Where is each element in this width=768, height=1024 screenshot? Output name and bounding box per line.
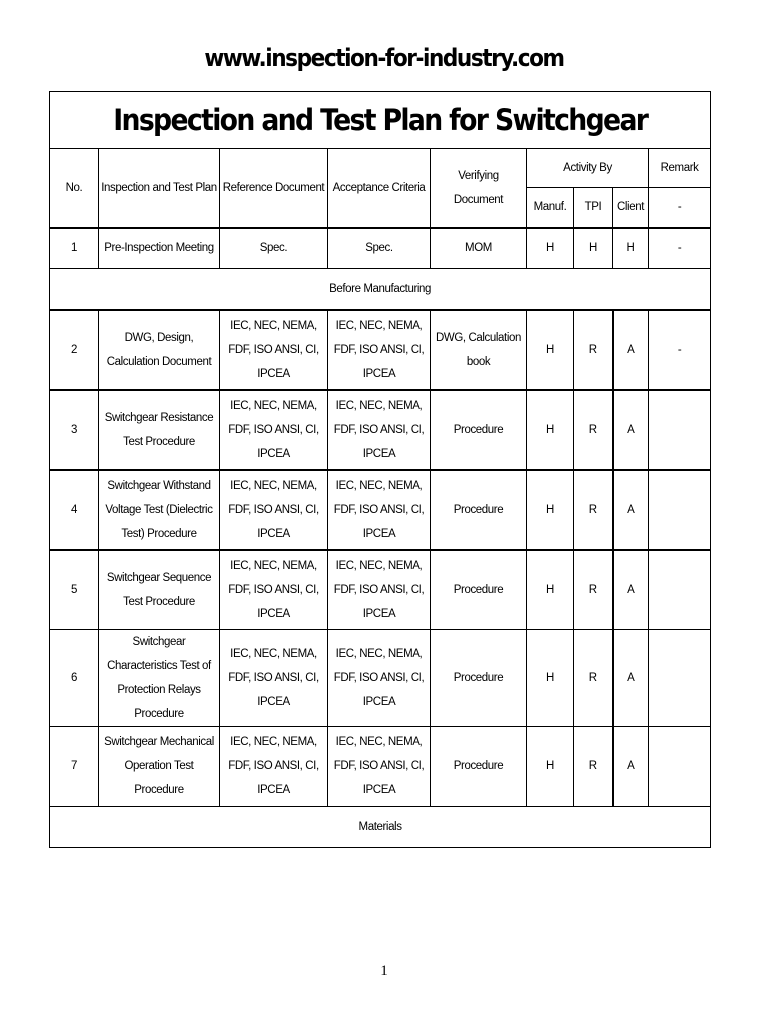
table-row xyxy=(50,550,711,629)
row-no: 3 xyxy=(50,390,99,470)
row-verifying: Procedure xyxy=(431,470,527,550)
title-row xyxy=(50,92,711,149)
row-reference: IEC, NEC, NEMA, FDF, ISO ANSI, CI, IPCEA xyxy=(220,390,328,470)
row-manuf: H xyxy=(527,228,574,269)
header-client: Client xyxy=(613,188,649,228)
row-reference: IEC, NEC, NEMA, FDF, ISO ANSI, CI, IPCEA xyxy=(220,629,328,726)
row-manuf: H xyxy=(527,310,574,390)
header-no: No. xyxy=(50,149,99,228)
row-client: A xyxy=(613,310,649,390)
row-no: 4 xyxy=(50,470,99,550)
row-client: A xyxy=(613,470,649,550)
row-tpi: R xyxy=(574,470,613,550)
row-acceptance: IEC, NEC, NEMA, FDF, ISO ANSI, CI, IPCEA xyxy=(328,310,431,390)
header-manuf: Manuf. xyxy=(527,188,574,228)
row-acceptance: IEC, NEC, NEMA, FDF, ISO ANSI, CI, IPCEA xyxy=(328,390,431,470)
table-row xyxy=(50,228,711,269)
row-no: 5 xyxy=(50,550,99,629)
row-verifying: Procedure xyxy=(431,629,527,726)
table-title: Inspection and Test Plan for Switchgear xyxy=(50,92,711,149)
row-plan: Pre-Inspection Meeting xyxy=(99,228,220,269)
header-reference: Reference Document xyxy=(220,149,328,228)
row-acceptance: IEC, NEC, NEMA, FDF, ISO ANSI, CI, IPCEA xyxy=(328,726,431,806)
header-activity-by: Activity By xyxy=(527,149,649,188)
row-plan: DWG, Design, Calculation Document xyxy=(99,310,220,390)
row-remark xyxy=(649,726,711,806)
row-client: A xyxy=(613,629,649,726)
row-manuf: H xyxy=(527,629,574,726)
row-tpi: R xyxy=(574,550,613,629)
row-plan: Switchgear Withstand Voltage Test (Dielectric Test) Procedure xyxy=(99,470,220,550)
row-plan: Switchgear Sequence Test Procedure xyxy=(99,550,220,629)
row-plan: Switchgear Mechanical Operation Test Procedure xyxy=(99,726,220,806)
row-no: 6 xyxy=(50,629,99,726)
section-row xyxy=(50,269,711,311)
row-verifying: DWG, Calculation book xyxy=(431,310,527,390)
row-acceptance: IEC, NEC, NEMA, FDF, ISO ANSI, CI, IPCEA xyxy=(328,629,431,726)
row-manuf: H xyxy=(527,390,574,470)
row-manuf: H xyxy=(527,726,574,806)
row-reference: IEC, NEC, NEMA, FDF, ISO ANSI, CI, IPCEA xyxy=(220,726,328,806)
row-verifying: Procedure xyxy=(431,390,527,470)
table-row xyxy=(50,726,711,806)
header-remark-sub: - xyxy=(649,188,711,228)
row-client: A xyxy=(613,390,649,470)
row-client: A xyxy=(613,726,649,806)
row-acceptance: IEC, NEC, NEMA, FDF, ISO ANSI, CI, IPCEA xyxy=(328,550,431,629)
row-verifying: Procedure xyxy=(431,550,527,629)
row-tpi: H xyxy=(574,228,613,269)
row-no: 1 xyxy=(50,228,99,269)
header-tpi: TPI xyxy=(574,188,613,228)
header-remark: Remark xyxy=(649,149,711,188)
row-remark xyxy=(649,629,711,726)
table-row xyxy=(50,310,711,390)
row-reference: IEC, NEC, NEMA, FDF, ISO ANSI, CI, IPCEA xyxy=(220,310,328,390)
header-plan: Inspection and Test Plan xyxy=(99,149,220,228)
header-acceptance: Acceptance Criteria xyxy=(328,149,431,228)
row-acceptance: Spec. xyxy=(328,228,431,269)
row-client: H xyxy=(613,228,649,269)
header-verifying: Verifying Document xyxy=(431,149,527,228)
row-tpi: R xyxy=(574,629,613,726)
row-remark: - xyxy=(649,228,711,269)
row-tpi: R xyxy=(574,390,613,470)
row-no: 2 xyxy=(50,310,99,390)
row-remark xyxy=(649,550,711,629)
row-client: A xyxy=(613,550,649,629)
section-before-manufacturing: Before Manufacturing xyxy=(50,269,711,311)
row-remark xyxy=(649,470,711,550)
row-remark xyxy=(649,390,711,470)
row-acceptance: IEC, NEC, NEMA, FDF, ISO ANSI, CI, IPCEA xyxy=(328,470,431,550)
row-tpi: R xyxy=(574,726,613,806)
row-remark: - xyxy=(649,310,711,390)
row-tpi: R xyxy=(574,310,613,390)
row-reference: IEC, NEC, NEMA, FDF, ISO ANSI, CI, IPCEA xyxy=(220,470,328,550)
inspection-test-plan-table xyxy=(49,91,711,848)
header-row xyxy=(50,149,711,188)
table-row xyxy=(50,470,711,550)
site-url[interactable]: www.inspection-for-industry.com xyxy=(204,44,564,72)
table-row xyxy=(50,629,711,726)
row-verifying: Procedure xyxy=(431,726,527,806)
row-plan: Switchgear Resistance Test Procedure xyxy=(99,390,220,470)
row-verifying: MOM xyxy=(431,228,527,269)
section-row xyxy=(50,806,711,847)
row-manuf: H xyxy=(527,470,574,550)
row-no: 7 xyxy=(50,726,99,806)
row-plan: Switchgear Characteristics Test of Protection Relays Procedure xyxy=(99,629,220,726)
row-reference: IEC, NEC, NEMA, FDF, ISO ANSI, CI, IPCEA xyxy=(220,550,328,629)
section-materials: Materials xyxy=(50,806,711,847)
table-row xyxy=(50,390,711,470)
row-reference: Spec. xyxy=(220,228,328,269)
row-manuf: H xyxy=(527,550,574,629)
page-number: 1 xyxy=(380,963,388,979)
